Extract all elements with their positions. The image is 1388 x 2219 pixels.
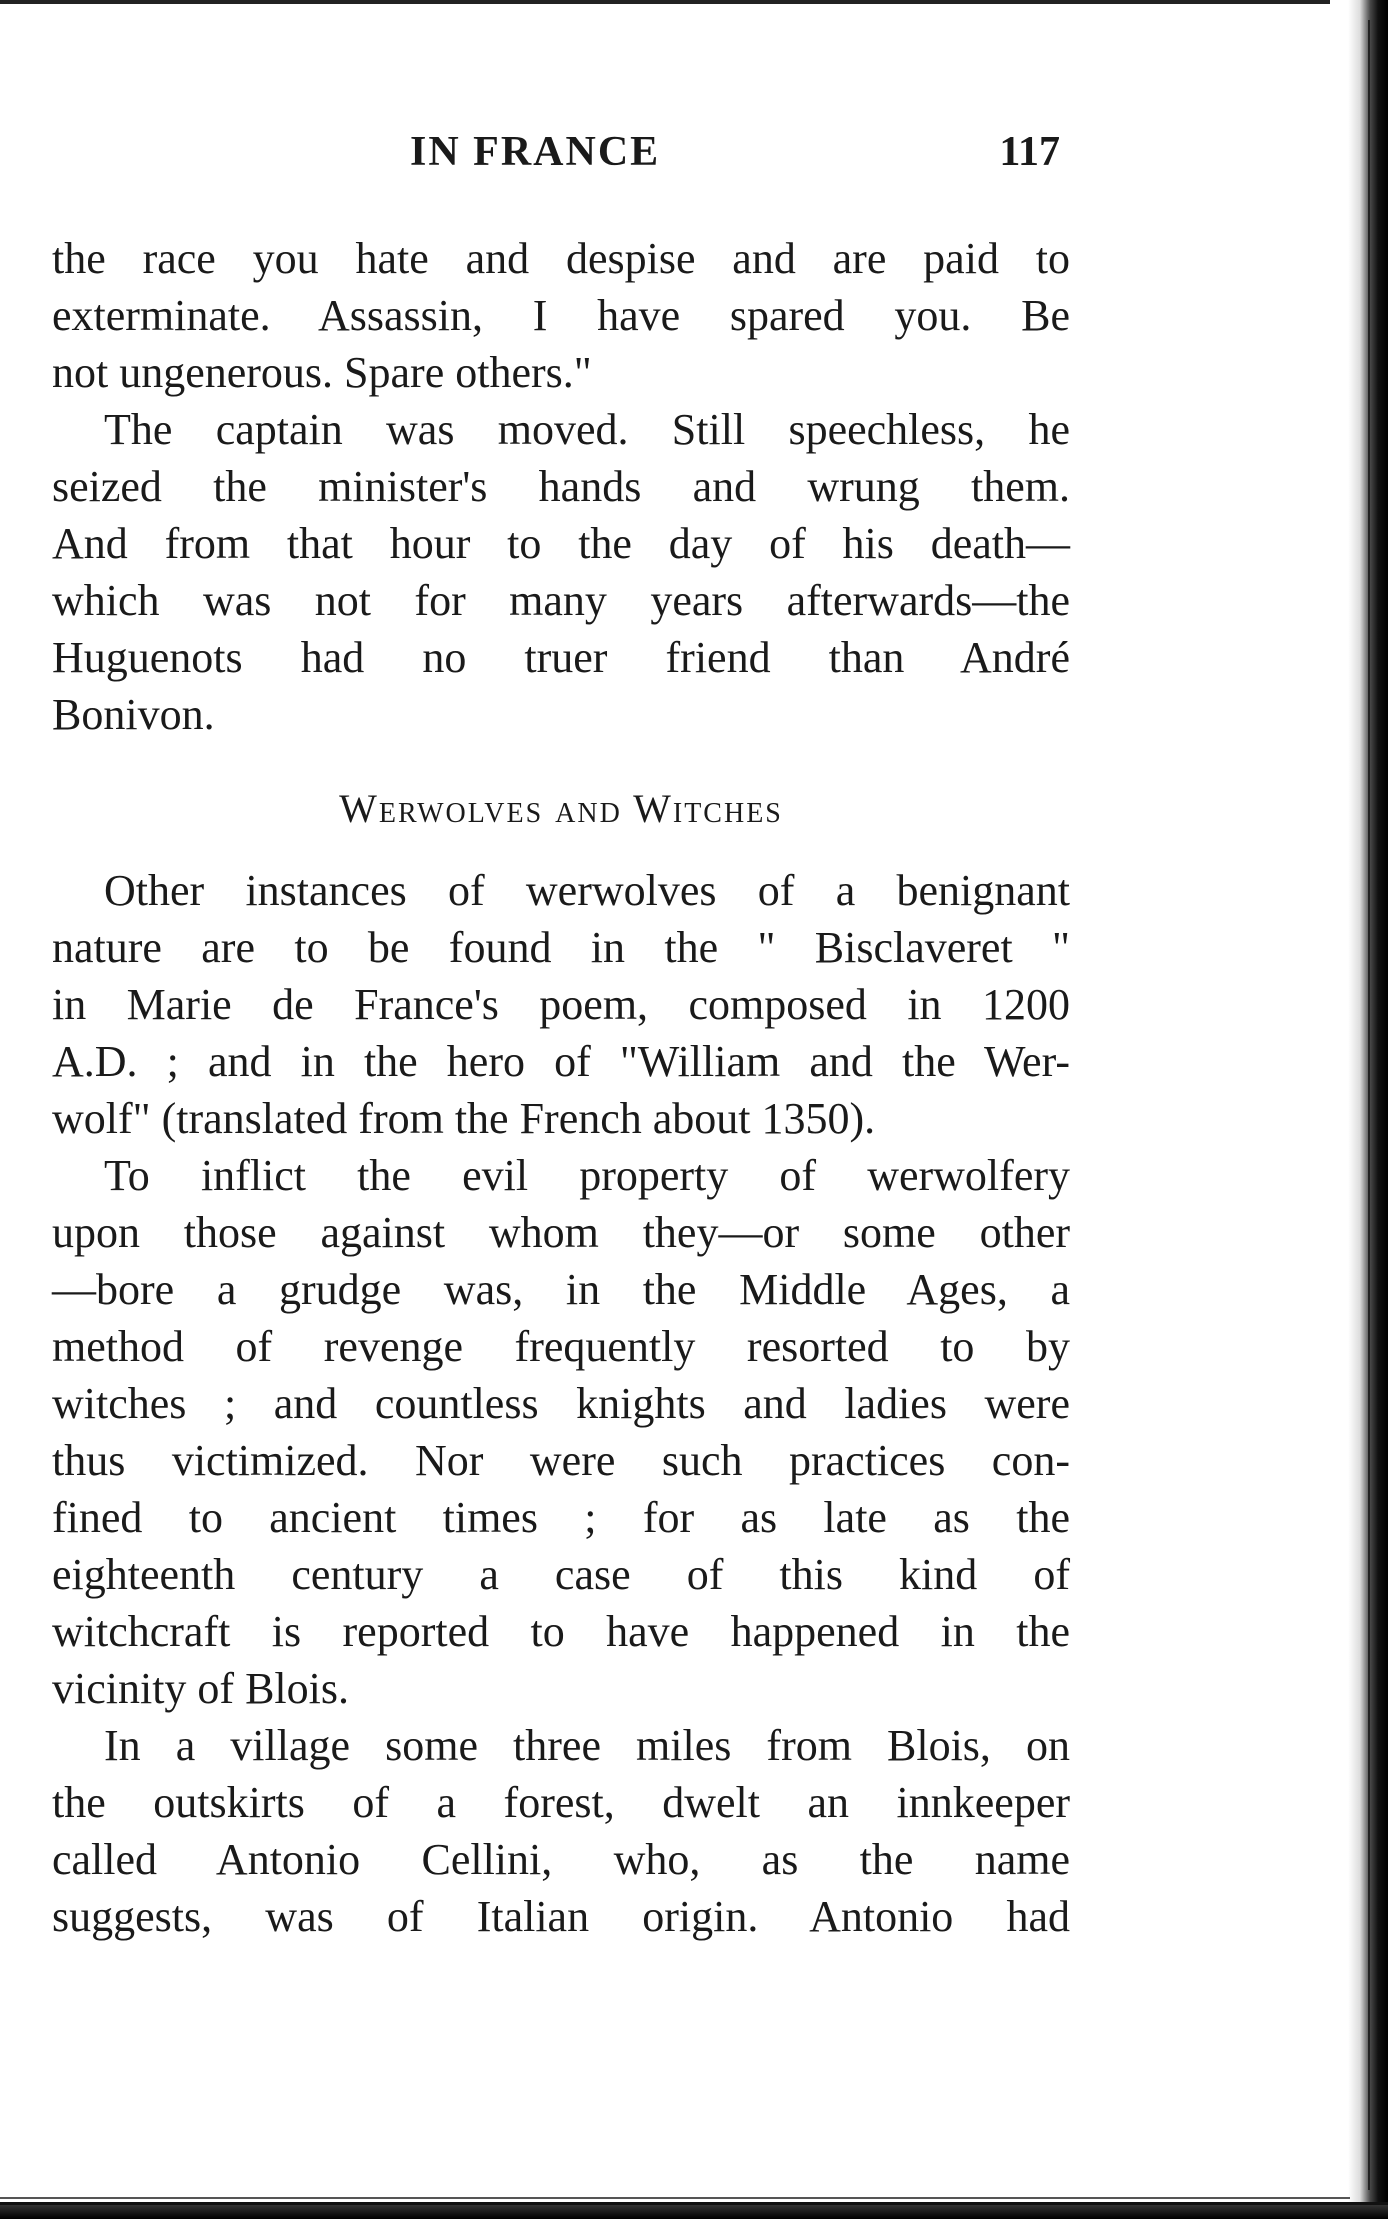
text-line: seized the minister's hands and wrung them. bbox=[52, 462, 1070, 511]
section-heading: Werwolves and Witches bbox=[339, 786, 783, 831]
text-line: not ungenerous. Spare others." bbox=[52, 348, 592, 397]
text-block-top bbox=[52, 230, 1070, 743]
text-line: Other instances of werwolves of a benignant bbox=[104, 866, 1070, 915]
text-block-bottom bbox=[52, 862, 1070, 1945]
running-head: IN FRANCE bbox=[410, 129, 661, 175]
text-line: called Antonio Cellini, who, as the name bbox=[52, 1835, 1070, 1884]
text-line: the outskirts of a forest, dwelt an innkeeper bbox=[52, 1778, 1070, 1827]
text-line: The captain was moved. Still speechless, he bbox=[104, 405, 1070, 454]
text-line: fined to ancient times ; for as late as the bbox=[52, 1493, 1070, 1542]
text-line: exterminate. Assassin, I have spared you. Be bbox=[52, 291, 1070, 340]
text-line: In a village some three miles from Blois, on bbox=[104, 1721, 1070, 1770]
page-edge-right-lines bbox=[1368, 20, 1374, 2190]
page-edge-top bbox=[0, 0, 1330, 4]
text-line: nature are to be found in the " Bisclaveret " bbox=[52, 923, 1070, 972]
page-edge-bottom-line bbox=[0, 2197, 1350, 2199]
text-line: the race you hate and despise and are paid to bbox=[52, 234, 1070, 283]
page-number: 117 bbox=[999, 129, 1060, 175]
text-line: Huguenots had no truer friend than André bbox=[52, 633, 1070, 682]
text-line: eighteenth century a case of this kind of bbox=[52, 1550, 1070, 1599]
text-line: in Marie de France's poem, composed in 1200 bbox=[52, 980, 1070, 1029]
page-edge-bottom bbox=[0, 2202, 1388, 2219]
text-line: upon those against whom they—or some other bbox=[52, 1208, 1070, 1257]
text-line: which was not for many years afterwards—the bbox=[52, 576, 1070, 625]
text-line: —bore a grudge was, in the Middle Ages, a bbox=[52, 1265, 1070, 1314]
page-header bbox=[50, 128, 1068, 188]
text-line: thus victimized. Nor were such practices con- bbox=[52, 1436, 1070, 1485]
text-line: method of revenge frequently resorted to by bbox=[52, 1322, 1070, 1371]
text-line: witches ; and countless knights and ladies were bbox=[52, 1379, 1070, 1428]
text-line: wolf" (translated from the French about 1350). bbox=[52, 1094, 876, 1143]
text-line: And from that hour to the day of his death— bbox=[52, 519, 1070, 568]
text-line: vicinity of Blois. bbox=[52, 1664, 349, 1713]
text-line: A.D. ; and in the hero of "William and the Wer- bbox=[52, 1037, 1070, 1086]
text-line: witchcraft is reported to have happened in the bbox=[52, 1607, 1070, 1656]
text-line: Bonivon. bbox=[52, 690, 215, 739]
text-line: To inflict the evil property of werwolfery bbox=[104, 1151, 1070, 1200]
text-line: suggests, was of Italian origin. Antonio had bbox=[52, 1892, 1070, 1941]
